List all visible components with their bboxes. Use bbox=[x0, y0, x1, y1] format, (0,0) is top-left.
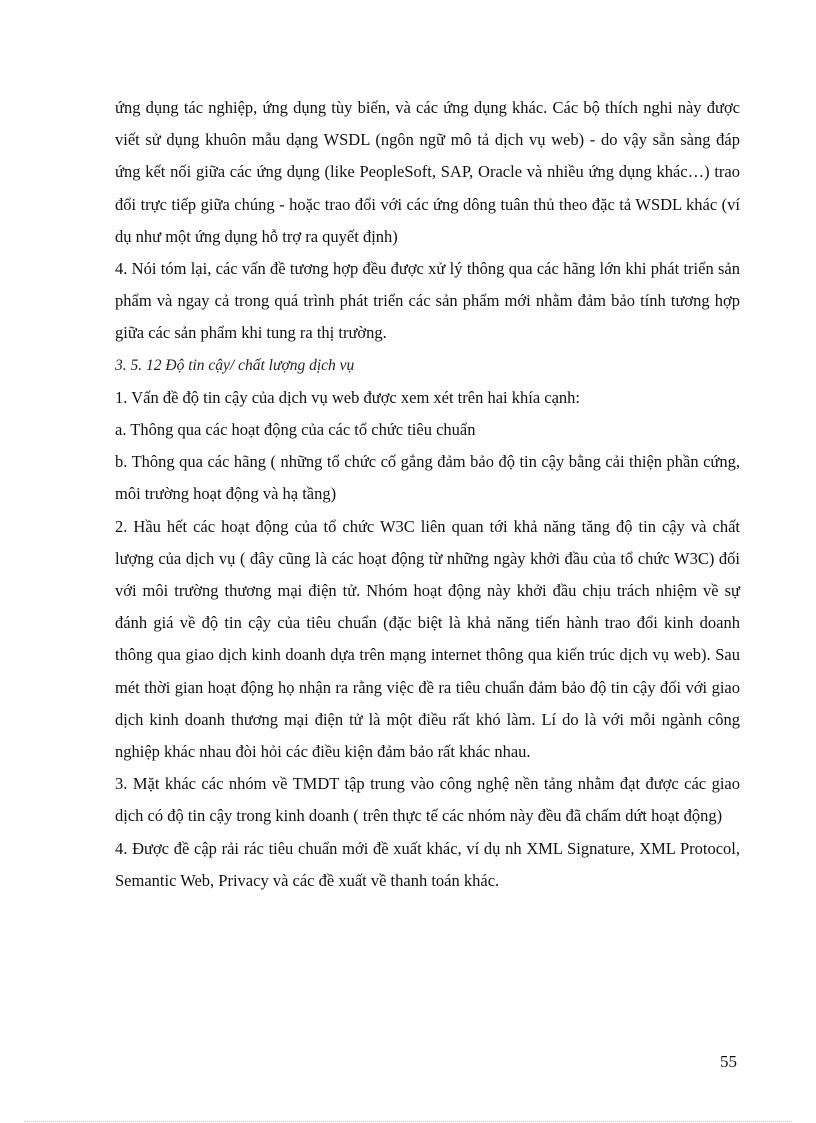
page-number: 55 bbox=[720, 1052, 737, 1071]
section-heading: 3. 5. 12 Độ tin cậy/ chất lượng dịch vụ bbox=[115, 356, 355, 374]
paragraph-vendors: b. Thông qua các hãng ( những tổ chức cố gắng đảm bảo độ tin cậy bằng cải thiện phần cứng, môi trường hoạt động và hạ tầng) bbox=[115, 452, 740, 504]
paragraph-standards-organizations: a. Thông qua các hoạt động của các tổ chức tiêu chuẩn bbox=[115, 420, 476, 440]
paragraph-wsdl-adapters: ứng dụng tác nghiệp, ứng dụng tùy biến, và các ứng dụng khác. Các bộ thích nghi này được viết sử dụng khuôn mẫu dạng WSDL (ngôn ngữ mô tả dịch vụ web) - do vậy sẵn sàng đáp ứng kết nối giữa các ứng dụng (like PeopleSoft, SAP, Oracle và nhiều ứng dụng khác…) trao đổi trực tiếp giữa chúng - hoặc trao đổi với các ứng dông tuân thủ theo đặc tả WSDL khác (ví dụ như một ứng dụng hỗ trợ ra quyết định) bbox=[115, 98, 740, 246]
paragraph-reliability-aspects: 1. Vấn đề độ tin cậy của dịch vụ web được xem xét trên hai khía cạnh: bbox=[115, 387, 581, 407]
paragraph-tmdt-groups: 3. Mặt khác các nhóm về TMDT tập trung vào công nghệ nền tảng nhằm đạt được các giao dịch có độ tin cậy trong kinh doanh ( trên thực tế các nhóm này đều đã chấm dứt hoạt động) bbox=[115, 774, 740, 826]
paragraph-w3c-activities: 2. Hầu hết các hoạt động của tổ chức W3C liên quan tới khả năng tăng độ tin cậy và chất lượng của dịch vụ ( đây cũng là các hoạt động từ những ngày khởi đầu của tổ chức W3C) đối với môi trường thương mại điện tử. Nhóm hoạt động này khởi đầu chịu trách nhiệm về sự đánh giá về độ tin cậy của tiêu chuẩn (đặc biệt là khả năng tiến hành trao đổi kinh doanh thông qua giao dịch kinh doanh dựa trên mạng internet thông qua kiến trúc dịch vụ web). Sau mét thời gian hoạt động họ nhận ra rằng việc đề ra tiêu chuẩn đảm bảo độ tin cậy đối với giao dịch kinh doanh thương mại điện tử là một điều rất khó làm. Lí do là với mỗi ngành công nghiệp khác nhau đòi hỏi các điều kiện đảm bảo rất khác nhau. bbox=[115, 516, 740, 762]
paragraph-interoperability-summary: 4. Nói tóm lại, các vấn đề tương hợp đều được xử lý thông qua các hãng lớn khi phát triển sản phẩm và ngay cả trong quá trình phát triển các sản phẩm mới nhằm đảm bảo tính tương hợp giữa các sản phẩm khi tung ra thị trường. bbox=[115, 259, 740, 343]
footer-divider bbox=[24, 1121, 792, 1122]
body-text bbox=[115, 92, 740, 897]
paragraph-other-standards: 4. Được đề cập rải rác tiêu chuẩn mới đề xuất khác, ví dụ nh XML Signature, XML Protocol, Semantic Web, Privacy và các đề xuất về thanh toán khác. bbox=[115, 838, 740, 890]
